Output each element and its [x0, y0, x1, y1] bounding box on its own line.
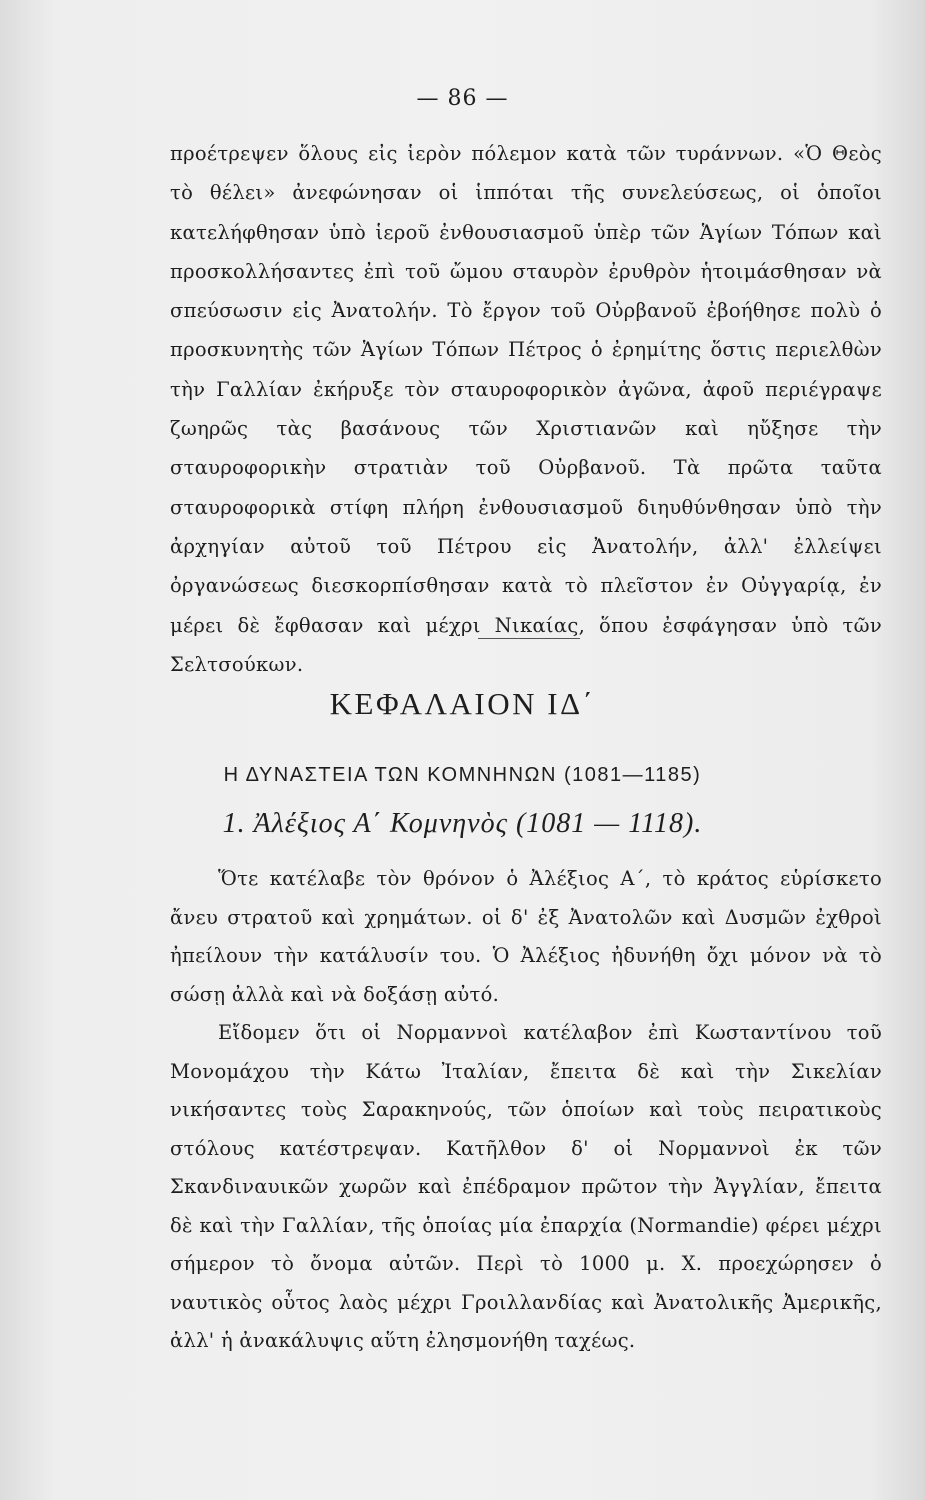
paragraph-alexios: Ὅτε κατέλαβε τὸν θρόνον ὁ Ἀλέξιος Α΄, τὸ κράτος εὑρίσκετο ἄνευ στρατοῦ καὶ χρημάτων. οἱ δ' ἐξ Ἀνατολῶν καὶ Δυσμῶν ἐχθροὶ ἠπείλουν τὴν κατάλυσίν του. Ὁ Ἀλέξιος ἠδυνήθη ὄχι μόνον νὰ τὸ σώσῃ ἀλλὰ καὶ νὰ δοξάσῃ αὐτό. [170, 867, 882, 1006]
page-number: — 86 — [416, 86, 509, 111]
section-heading: 1. Ἀλέξιος Α΄ Κομνηνὸς (1081 — 1118). [222, 808, 703, 839]
chapter-title: ΚΕΦΑΛΑΙΟΝ ΙΔ΄ [329, 686, 596, 721]
paragraph-normans: Εἴδομεν ὅτι οἱ Νορμαννοὶ κατέλαβον ἐπὶ Κωσταντίνου τοῦ Μονομάχου τὴν Κάτω Ἰταλίαν, ἔπειτα δὲ καὶ τὴν Σικελίαν νικήσαντες τοὺς Σαρακηνούς, τῶν ὁποίων καὶ τοὺς πειρατικοὺς στόλους κατέστρεψαν. Κατῆλθον δ' οἱ Νορμαννοὶ ἐκ τῶν Σκανδιναυικῶν χωρῶν καὶ ἐπέδραμον πρῶτον τὴν Ἀγγλίαν, ἔπειτα δὲ καὶ τὴν Γαλλίαν, τῆς ὁποίας μία ἐπαρχία (Normandie) φέρει μέχρι σήμερον τὸ ὄνομα αὐτῶν. Περὶ τὸ 1000 μ. Χ. προεχώρησεν ὁ ναυτικὸς οὗτος λαὸς μέχρι Γροιλλανδίας καὶ Ἀνατολικῆς Ἀμερικῆς, ἀλλ' ἡ ἀνακάλυψις αὕτη ἐλησμονήθη ταχέως. [170, 1021, 882, 1352]
paragraph-crusade: προέτρεψεν ὅλους εἰς ἱερὸν πόλεμον κατὰ τῶν τυράννων. «Ὁ Θεὸς τὸ θέλει» ἀνεφώνησαν οἱ ἱππόται τῆς συνελεύσεως, οἱ ὁποῖοι κατελήφθησαν ὑπὸ ἱεροῦ ἐνθουσιασμοῦ ὑπὲρ τῶν Ἁγίων Τόπων καὶ προσκολλήσαντες ἐπὶ τοῦ ὤμου σταυρὸν ἐρυθρὸν ἡτοιμάσθησαν νὰ σπεύσωσιν εἰς Ἀνατολήν. Τὸ ἔργον τοῦ Οὐρβανοῦ ἐβοήθησε πολὺ ὁ προσκυνητὴς τῶν Ἁγίων Τόπων Πέτρος ὁ ἐρημίτης ὅστις περιελθὼν τὴν Γαλλίαν ἐκήρυξε τὸν σταυροφορικὸν ἀγῶνα, ἀφοῦ περιέγραψε ζωηρῶς τὰς βασάνους τῶν Χριστιανῶν καὶ ηὔξησε τὴν σταυροφορικὴν στρατιὰν τοῦ Οὐρβανοῦ. Τὰ πρῶτα ταῦτα σταυροφορικὰ στίφη πλήρη ἐνθουσιασμοῦ διηυθύνθησαν ὑπὸ τὴν ἀρχηγίαν αὐτοῦ τοῦ Πέτρου εἰς Ἀνατολήν, ἀλλ' ἐλλείψει ὀργανώσεως διεσκορπίσθησαν κατὰ τὸ πλεῖστον ἐν Οὐγγαρίᾳ, ἐν μέρει δὲ ἔφθασαν καὶ μέχρι Νικαίας, ὅπου ἐσφάγησαν ὑπὸ τῶν Σελτσούκων. [170, 142, 882, 676]
text-block-top [170, 134, 882, 684]
text-block-bottom [170, 860, 882, 1361]
dynasty-heading: Η ΔΥΝΑΣΤΕΙΑ ΤΩΝ ΚΟΜΝΗΝΩΝ (1081—1185) [223, 764, 702, 786]
section-divider [478, 638, 580, 639]
